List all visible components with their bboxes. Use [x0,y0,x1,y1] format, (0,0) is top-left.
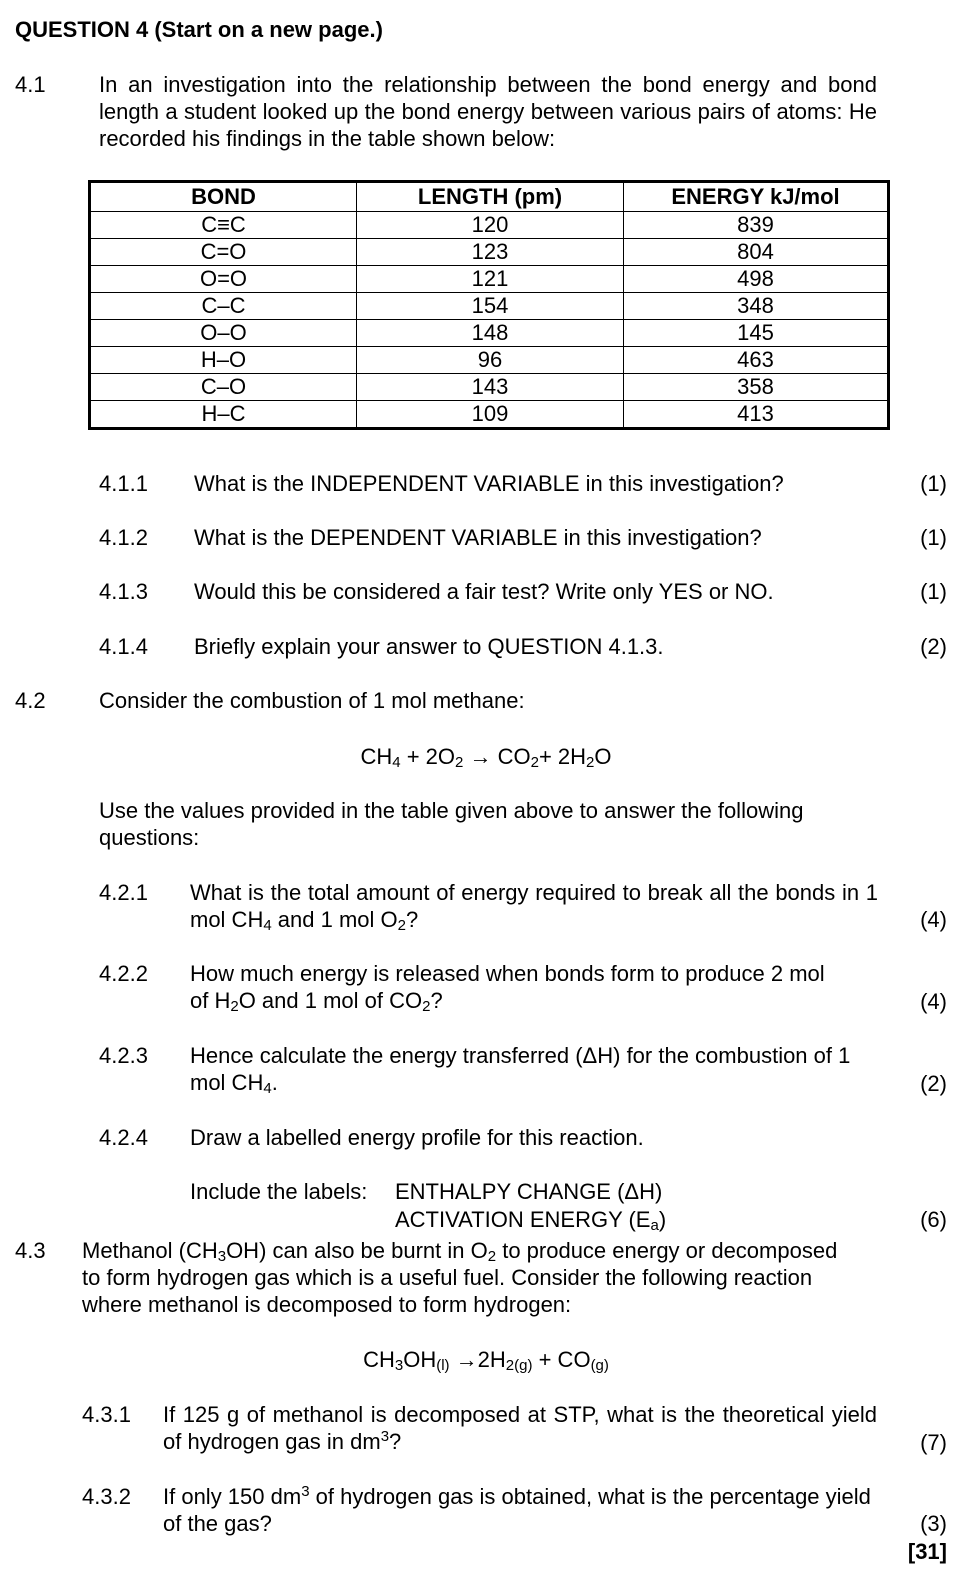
bond-table [88,180,890,430]
q413-number: 4.1.3 [99,579,148,604]
q423-number: 4.2.3 [99,1043,148,1068]
table-row [90,401,889,429]
q421-number: 4.2.1 [99,880,148,905]
table-row [90,266,889,293]
cell-bond: H–O [90,347,357,374]
q421-text: What is the total amount of energy required to break all the bonds in 1 mol $CH_4$ and 1 mol $O_2$? [190,880,878,934]
cell-energy: 348 [624,293,889,320]
q422-text: How much energy is released when bonds form to produce 2 mol of $H_2O$ and 1 mol of $CO_2$? [190,961,825,1015]
cell-bond: C≡C [90,212,357,239]
q414-number: 4.1.4 [99,634,148,659]
table-header-row [90,182,889,212]
q42-number: 4.2 [15,688,46,713]
q432-number: 4.3.2 [82,1484,131,1509]
q432-text: If only 150 $dm^3$ of hydrogen gas is obtained, what is the percentage yield of the gas? [163,1483,871,1536]
q431-marks: (7) [920,1430,947,1455]
q412-marks: (1) [920,525,947,550]
question-heading: QUESTION 4 (Start on a new page.) [15,17,383,42]
q42-text: Consider the combustion of 1 mol methane: [99,688,525,713]
q431-number: 4.3.1 [82,1402,131,1427]
q424-label-enthalpy: ENTHALPY CHANGE (ΔH) [395,1179,663,1204]
cell-bond: O–O [90,320,357,347]
q411-number: 4.1.1 [99,471,148,496]
q413-text: Would this be considered a fair test? Write only YES or NO. [194,579,774,604]
q42-equation: $CH_4 + 2O_2 \to CO_2+ 2H_2O$ [360,744,612,771]
cell-bond: C–O [90,374,357,401]
cell-energy: 804 [624,239,889,266]
cell-length: 154 [357,293,624,320]
q412-text: What is the DEPENDENT VARIABLE in this investigation? [194,525,762,550]
cell-length: 121 [357,266,624,293]
q424-labels-intro: Include the labels: [190,1179,368,1204]
q424-marks: (6) [920,1207,947,1232]
cell-length: 120 [357,212,624,239]
cell-length: 123 [357,239,624,266]
table-row [90,347,889,374]
cell-energy: 839 [624,212,889,239]
table-row [90,374,889,401]
q422-number: 4.2.2 [99,961,148,986]
cell-energy: 145 [624,320,889,347]
q422-marks: (4) [920,989,947,1014]
col-header-bond: BOND [90,182,357,212]
q412-number: 4.1.2 [99,525,148,550]
cell-energy: 358 [624,374,889,401]
cell-bond: C=O [90,239,357,266]
cell-length: 96 [357,347,624,374]
cell-bond: O=O [90,266,357,293]
col-header-energy: ENERGY kJ/mol [624,182,889,212]
q411-text: What is the INDEPENDENT VARIABLE in this investigation? [194,471,784,496]
q421-marks: (4) [920,907,947,932]
cell-energy: 463 [624,347,889,374]
q423-text: Hence calculate the energy transferred (ΔH) for the combustion of 1 mol $CH_4$. [190,1043,851,1097]
total-marks: [31] [907,1539,947,1564]
table-row [90,293,889,320]
cell-length: 109 [357,401,624,429]
q424-text: Draw a labelled energy profile for this reaction. [190,1125,644,1150]
q431-text: If 125 g of methanol is decomposed at STP, what is the theoretical yield of hydrogen gas in $dm^3$? [163,1402,877,1454]
table-row [90,320,889,347]
col-header-length: LENGTH (pm) [357,182,624,212]
q41-text: In an investigation into the relationship between the bond energy and bond length a student looked up the bond energy between various pairs of atoms: He recorded his findings in the table shown below: [99,72,877,151]
cell-energy: 413 [624,401,889,429]
q413-marks: (1) [920,579,947,604]
q42-instruction: Use the values provided in the table given above to answer the following questions: [99,798,804,850]
table-row [90,212,889,239]
cell-energy: 498 [624,266,889,293]
q414-text: Briefly explain your answer to QUESTION 4.1.3. [194,634,664,659]
q41-number: 4.1 [15,72,46,97]
q43-number: 4.3 [15,1238,46,1263]
q411-marks: (1) [920,471,947,496]
q43-equation: $CH_3OH_{(l)} \to 2H_{2(g)} + CO_{(g)}$ [363,1347,609,1374]
cell-bond: H–C [90,401,357,429]
q414-marks: (2) [920,634,947,659]
q423-marks: (2) [920,1071,947,1096]
q43-text: Methanol $(CH_3OH)$ can also be burnt in $O_2$ to produce energy or decomposed to form hydrogen gas which is a useful fuel. Consider the following reaction where methanol is decomposed to form hydrogen: [82,1238,838,1317]
table-row [90,239,889,266]
cell-length: 143 [357,374,624,401]
q424-label-activation: ACTIVATION ENERGY $(E_a)$ [395,1207,667,1234]
cell-length: 148 [357,320,624,347]
q432-marks: (3) [920,1511,947,1536]
cell-bond: C–C [90,293,357,320]
q424-number: 4.2.4 [99,1125,148,1150]
